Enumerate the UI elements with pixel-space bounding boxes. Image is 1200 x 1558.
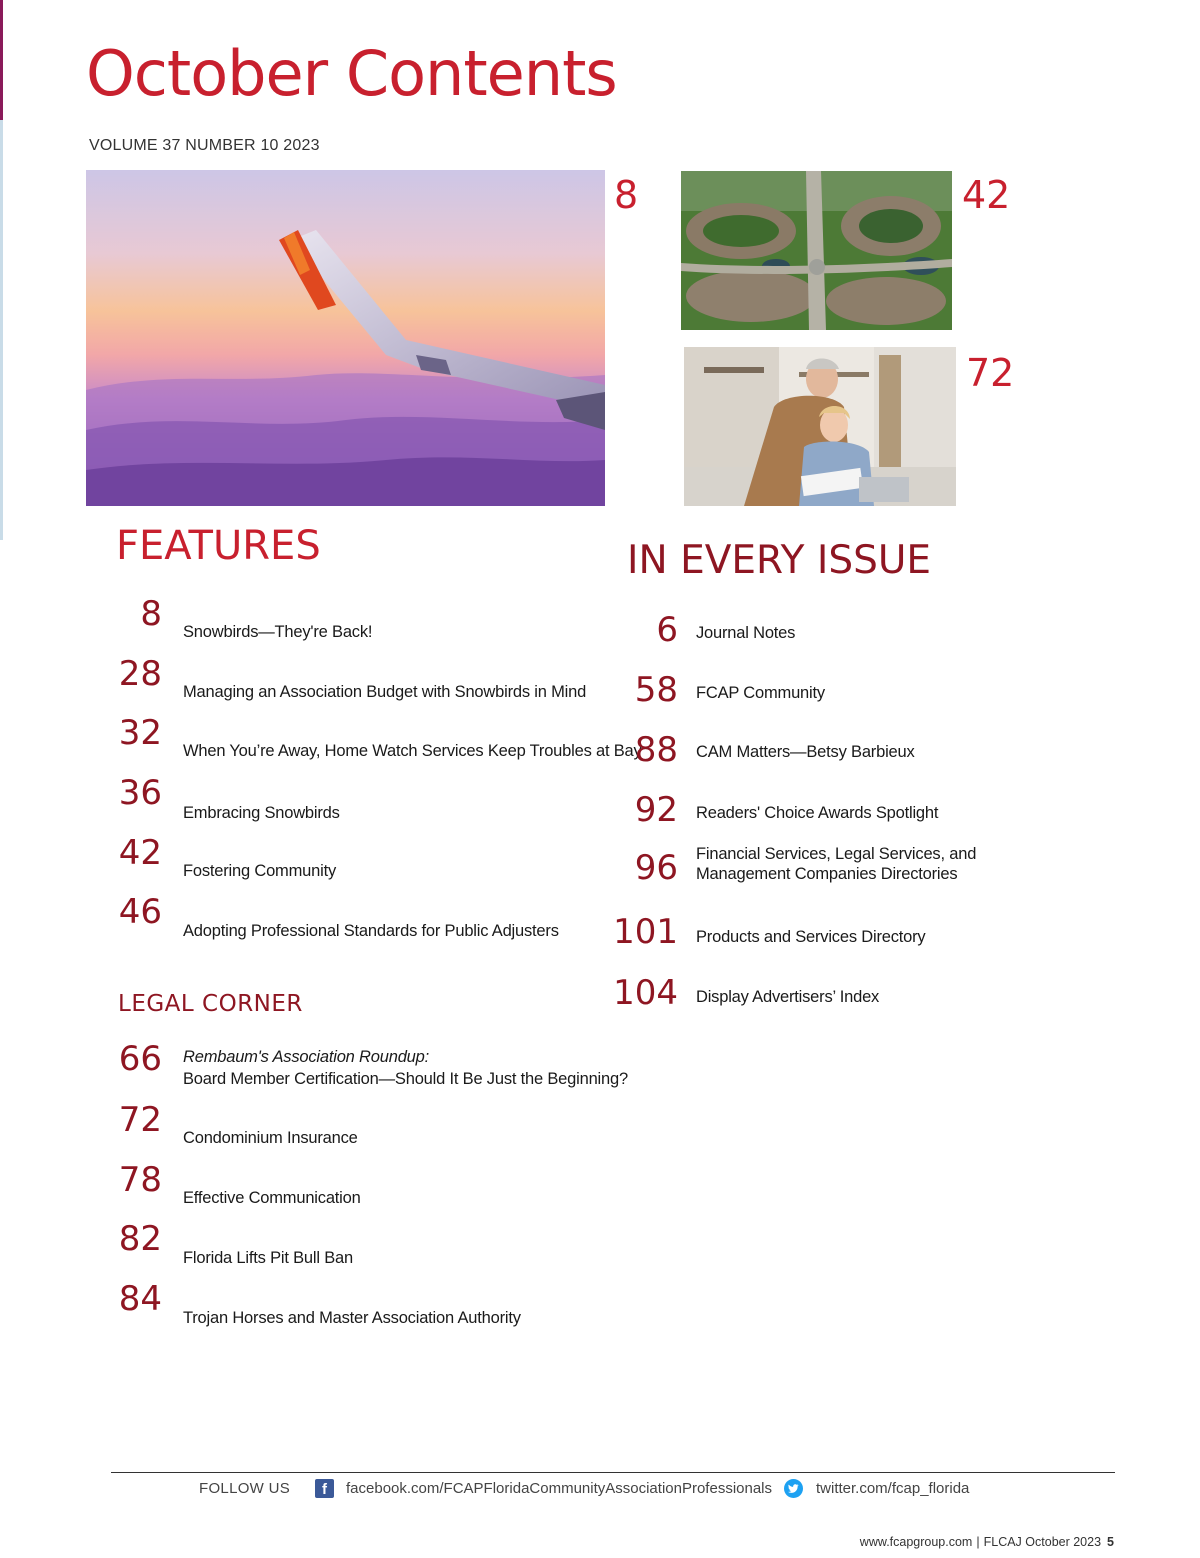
page-title: October Contents xyxy=(86,37,617,110)
toc-page-number: 6 xyxy=(656,610,678,650)
toc-title: Managing an Association Budget with Snowbirds in Mind xyxy=(183,683,587,701)
toc-title: Effective Communication xyxy=(183,1189,361,1207)
footer-divider xyxy=(111,1472,1115,1473)
toc-title: Board Member Certification—Should It Be Just the Beginning? xyxy=(183,1070,628,1088)
toc-title: Snowbirds—They're Back! xyxy=(183,623,373,641)
footer-separator: | xyxy=(976,1535,980,1549)
facebook-link[interactable]: facebook.com/FCAPFloridaCommunityAssociationProfessionals xyxy=(346,1480,773,1497)
twitter-icon[interactable] xyxy=(784,1479,803,1498)
toc-title: CAM Matters—Betsy Barbieux xyxy=(696,743,915,761)
toc-page-number: 82 xyxy=(118,1219,162,1259)
twitter-link[interactable]: twitter.com/fcap_florida xyxy=(816,1480,970,1497)
photo-page-number: 42 xyxy=(962,173,1011,217)
toc-title: Embracing Snowbirds xyxy=(183,804,340,822)
toc-page-number: 28 xyxy=(118,654,162,694)
toc-page-number: 8 xyxy=(140,594,162,634)
issue-date: October 2023 xyxy=(1025,1535,1102,1549)
toc-page-number: 36 xyxy=(118,773,162,813)
toc-title: Adopting Professional Standards for Public Adjusters xyxy=(183,922,559,940)
toc-title: Products and Services Directory xyxy=(696,928,926,946)
toc-page-number: 42 xyxy=(118,833,162,873)
toc-page-number: 104 xyxy=(613,973,678,1013)
toc-page-number: 92 xyxy=(634,790,678,830)
toc-title: When You’re Away, Home Watch Services Keep Troubles at Bay xyxy=(183,742,642,760)
website-link[interactable]: www.fcapgroup.com xyxy=(859,1535,973,1549)
toc-page-number: 78 xyxy=(118,1160,162,1200)
toc-page-number: 96 xyxy=(634,848,678,888)
toc-title: Fostering Community xyxy=(183,862,336,880)
volume-line: VOLUME 37 NUMBER 10 2023 xyxy=(89,137,320,154)
toc-title: Florida Lifts Pit Bull Ban xyxy=(183,1249,353,1267)
publication-name: FLCAJ xyxy=(983,1535,1022,1549)
aerial-community-photo xyxy=(681,171,952,330)
legal-corner-heading: LEGAL CORNER xyxy=(118,991,303,1017)
toc-page-number: 84 xyxy=(118,1279,162,1319)
toc-title: FCAP Community xyxy=(696,684,825,702)
toc-page-number: 72 xyxy=(118,1100,162,1140)
toc-page-number: 101 xyxy=(613,912,678,952)
toc-page-number: 58 xyxy=(634,670,678,710)
toc-title: Trojan Horses and Master Association Authority xyxy=(183,1309,521,1327)
airplane-wing-photo xyxy=(86,170,605,506)
photo-page-number: 8 xyxy=(614,173,639,217)
toc-page-number: 88 xyxy=(634,730,678,770)
in-every-issue-heading: IN EVERY ISSUE xyxy=(627,538,932,583)
edge-accent-bar-light xyxy=(0,120,3,540)
facebook-icon[interactable]: f xyxy=(315,1479,334,1498)
page-number: 5 xyxy=(1107,1535,1114,1549)
senior-couple-photo xyxy=(684,347,956,506)
toc-page-number: 46 xyxy=(118,892,162,932)
toc-title: Readers' Choice Awards Spotlight xyxy=(696,804,939,822)
toc-page-number: 32 xyxy=(118,713,162,753)
toc-title-line: Management Companies Directories xyxy=(696,865,958,883)
follow-us-label: FOLLOW US xyxy=(199,1480,291,1497)
toc-title: Condominium Insurance xyxy=(183,1129,358,1147)
photo-page-number: 72 xyxy=(966,351,1015,395)
features-heading: FEATURES xyxy=(116,523,321,569)
toc-title-line: Financial Services, Legal Services, and xyxy=(696,845,977,863)
edge-accent-bar xyxy=(0,0,3,120)
page-footer xyxy=(860,1535,1114,1549)
toc-page-number: 66 xyxy=(118,1039,162,1079)
toc-title: Journal Notes xyxy=(696,624,796,642)
toc-title: Display Advertisers’ Index xyxy=(696,988,880,1006)
toc-kicker: Rembaum's Association Roundup: xyxy=(183,1048,430,1066)
